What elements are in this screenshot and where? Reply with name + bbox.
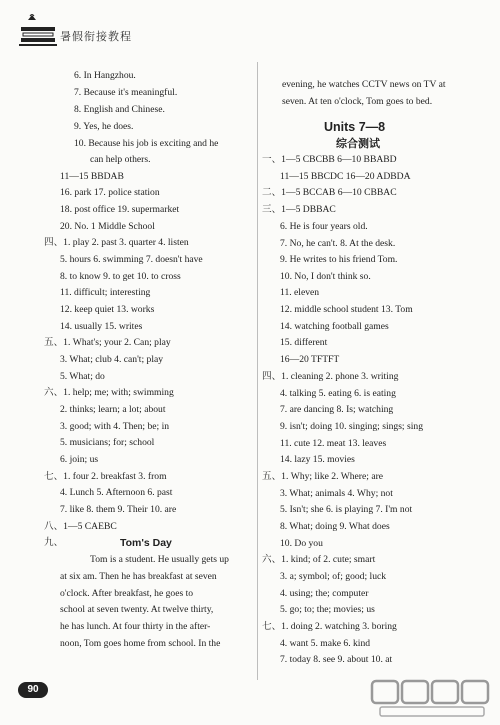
- right-answer-line: 16—20 TFTFT: [280, 354, 340, 365]
- right-answer-line: 6. He is four years old.: [280, 221, 368, 232]
- right-answer-line: Units 7—8: [324, 120, 386, 134]
- right-answer-line: 8. What; doing 9. What does: [280, 521, 390, 532]
- left-answer-line: 11. difficult; interesting: [60, 287, 151, 298]
- left-answer-line: 8. to know 9. to get 10. to cross: [60, 271, 181, 282]
- left-answer-line: 5. What; do: [60, 371, 105, 382]
- left-answer-line: 5. musicians; for; school: [60, 437, 155, 448]
- right-answer-line: 14. watching football games: [280, 321, 389, 332]
- left-answer-line: 16. park 17. police station: [60, 187, 160, 198]
- left-answer-line: 10. Because his job is exciting and he: [74, 138, 219, 149]
- header-title: 暑假衔接教程: [60, 31, 132, 43]
- left-answer-line: at six am. Then he has breakfast at seven: [60, 571, 217, 582]
- left-answer-line: 14. usually 15. writes: [60, 321, 143, 332]
- right-answer-line: 三、1—5 DBBAC: [262, 204, 336, 215]
- column-divider: [257, 62, 258, 680]
- left-answer-line: he has lunch. At four thirty in the after-: [60, 621, 211, 632]
- left-answer-line: 12. keep quiet 13. works: [60, 304, 155, 315]
- left-answer-line: 2. thinks; learn; a lot; about: [60, 404, 166, 415]
- right-answer-line: 4. want 5. make 6. kind: [280, 638, 371, 649]
- right-answer-line: seven. At ten o'clock, Tom goes to bed.: [282, 96, 433, 107]
- right-answer-line: 5. Isn't; she 6. is playing 7. I'm not: [280, 504, 413, 515]
- left-answer-line: 九、: [44, 537, 64, 548]
- left-answer-line: 9. Yes, he does.: [74, 121, 134, 132]
- right-answer-line: 4. talking 5. eating 6. is eating: [280, 388, 396, 399]
- right-answer-line: 一、1—5 CBCBB 6—10 BBABD: [262, 154, 397, 165]
- right-answer-line: 12. middle school student 13. Tom: [280, 304, 413, 315]
- right-answer-line: 四、1. cleaning 2. phone 3. writing: [262, 371, 399, 382]
- right-answer-line: 3. a; symbol; of; good; luck: [280, 571, 387, 582]
- right-answer-line: 11. cute 12. meat 13. leaves: [280, 438, 387, 449]
- right-answer-line: evening, he watches CCTV news on TV at: [282, 79, 446, 90]
- right-answer-line: 11—15 BBCDC 16—20 ADBDA: [280, 171, 411, 182]
- left-answer-line: can help others.: [90, 154, 151, 165]
- right-answer-line: 14. lazy 15. movies: [280, 454, 355, 465]
- left-answer-line: 四、1. play 2. past 3. quarter 4. listen: [44, 237, 189, 248]
- right-answer-line: 10. Do you: [280, 538, 323, 549]
- right-answer-line: 4. using; the; computer: [280, 588, 369, 599]
- right-answer-line: 9. isn't; doing 10. singing; sings; sing: [280, 421, 423, 432]
- right-answer-line: 五、1. Why; like 2. Where; are: [262, 471, 384, 482]
- left-answer-line: Tom's Day: [120, 537, 172, 549]
- left-answer-line: 3. good; with 4. Then; be; in: [60, 421, 170, 432]
- right-answer-line: 5. go; to; the; movies; us: [280, 604, 375, 615]
- page-header: [18, 14, 193, 50]
- left-answer-line: 八、1—5 CAEBC: [44, 521, 117, 532]
- watermark-logo-icon: [370, 677, 490, 719]
- right-answer-line: 7. are dancing 8. Is; watching: [280, 404, 394, 415]
- right-answer-line: 7. today 8. see 9. about 10. at: [280, 654, 393, 665]
- right-answer-line: 综合测试: [336, 137, 380, 150]
- right-answer-line: 15. different: [280, 337, 328, 348]
- left-answer-line: 六、1. help; me; with; swimming: [44, 387, 174, 398]
- left-answer-line: 20. No. 1 Middle School: [60, 221, 155, 232]
- right-answer-line: 七、1. doing 2. watching 3. boring: [262, 621, 397, 632]
- right-answer-line: 11. eleven: [280, 287, 320, 298]
- left-answer-line: 七、1. four 2. breakfast 3. from: [44, 471, 167, 482]
- left-answer-line: school at seven twenty. At twelve thirty,: [60, 604, 214, 615]
- left-answer-line: 7. Because it's meaningful.: [74, 87, 178, 98]
- right-answer-line: 二、1—5 BCCAB 6—10 CBBAC: [262, 187, 397, 198]
- right-answer-line: 3. What; animals 4. Why; not: [280, 488, 393, 499]
- left-answer-line: 6. In Hangzhou.: [74, 70, 136, 81]
- left-answer-line: 11—15 BBDAB: [60, 171, 124, 182]
- book-stack-logo-icon: [18, 14, 58, 50]
- left-answer-line: 6. join; us: [60, 454, 99, 465]
- left-answer-line: 4. Lunch 5. Afternoon 6. past: [60, 487, 173, 498]
- left-answer-line: 8. English and Chinese.: [74, 104, 165, 115]
- left-answer-line: 五、1. What's; your 2. Can; play: [44, 337, 171, 348]
- right-answer-line: 9. He writes to his friend Tom.: [280, 254, 398, 265]
- left-answer-line: 18. post office 19. supermarket: [60, 204, 180, 215]
- left-answer-line: noon, Tom goes home from school. In the: [60, 638, 221, 649]
- right-answer-line: 7. No, he can't. 8. At the desk.: [280, 238, 396, 249]
- right-answer-line: 10. No, I don't think so.: [280, 271, 371, 282]
- left-answer-line: 5. hours 6. swimming 7. doesn't have: [60, 254, 203, 265]
- right-answer-line: 六、1. kind; of 2. cute; smart: [262, 554, 376, 565]
- page-number: 90: [18, 682, 48, 698]
- left-answer-line: o'clock. After breakfast, he goes to: [60, 588, 194, 599]
- left-answer-line: 3. What; club 4. can't; play: [60, 354, 164, 365]
- left-answer-line: Tom is a student. He usually gets up: [90, 554, 229, 565]
- left-answer-line: 7. like 8. them 9. Their 10. are: [60, 504, 177, 515]
